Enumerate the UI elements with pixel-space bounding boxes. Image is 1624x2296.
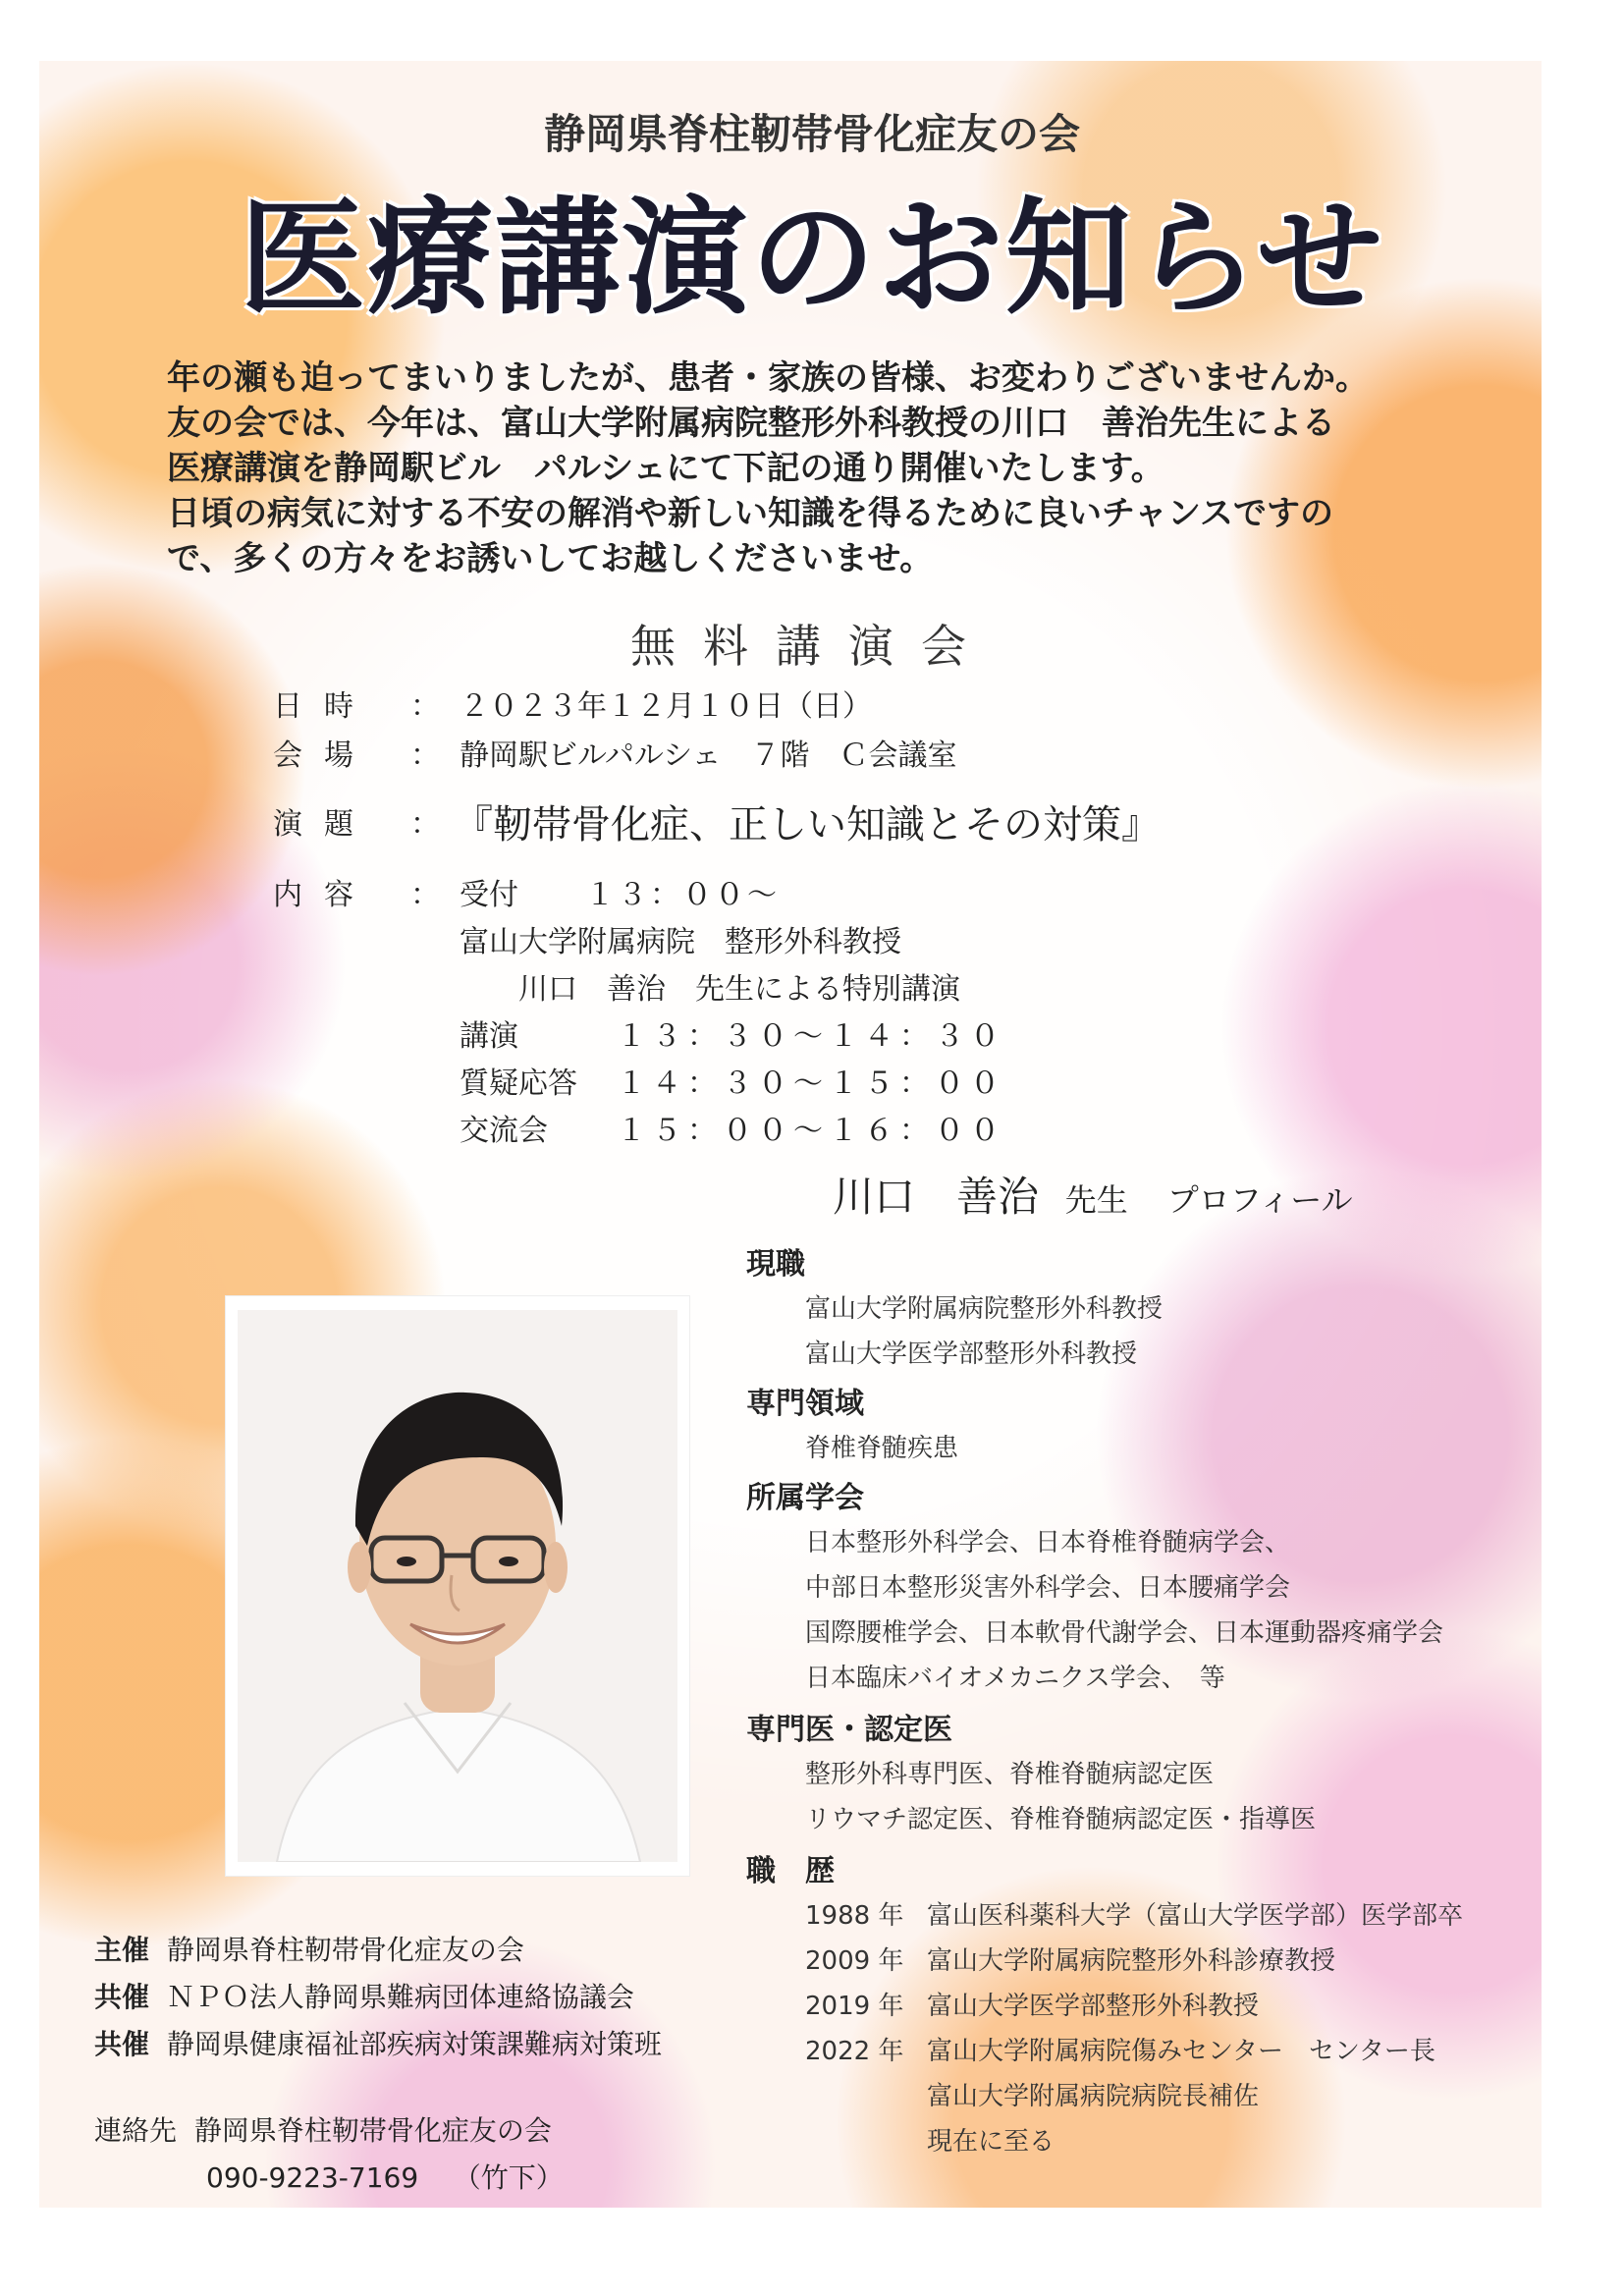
career-text: 富山大学附属病院病院長補佐: [927, 2082, 1260, 2111]
venue-value: 静岡駅ビルパルシェ ７階 Ｃ会議室: [460, 738, 957, 773]
profile-heading: [833, 1165, 1353, 1224]
event-theme-row: [273, 793, 1255, 847]
intro-text: [167, 355, 1369, 581]
event-heading: 無料講演会: [630, 620, 994, 673]
certifications-title: 専門医・認定医: [746, 1713, 952, 1747]
content-label: 内容: [273, 878, 375, 912]
event-venue-row: [273, 731, 1058, 773]
intro-line: 医療講演を静岡駅ビル パルシェにて下記の通り開催いたします。: [167, 449, 1164, 488]
contact-phone: 090-9223-7169: [206, 2161, 419, 2194]
contact-person: （竹下）: [453, 2161, 564, 2194]
venue-label: 会場: [273, 738, 375, 773]
contact-row: [94, 2109, 552, 2149]
profile-suffix: プロフィール: [1166, 1181, 1353, 1219]
organizer-row: [94, 1976, 634, 2015]
colon: ：: [410, 689, 440, 724]
page-title: 医療講演のお知らせ: [239, 186, 1385, 332]
colon: ：: [410, 807, 440, 842]
career-text: 富山医科薬科大学（富山大学医学部）医学部卒: [927, 1901, 1464, 1931]
society-item: 中部日本整形災害外科学会、日本腰痛学会: [805, 1573, 1291, 1603]
career-year: 2009 年: [805, 1946, 904, 1976]
profile-honorific: 先生: [1064, 1181, 1128, 1219]
organizer-name: ＮＰＯ法人静岡県難病団体連絡協議会: [166, 1981, 634, 2013]
reception-label: 受付: [460, 878, 518, 912]
date-value: ２０２３年１２月１０日（日）: [460, 689, 872, 724]
contact-phone-row: [206, 2157, 564, 2196]
intro-line: 日頃の病気に対する不安の解消や新しい知識を得るために良いチャンスですの: [167, 494, 1333, 533]
career-title: 職 歴: [746, 1854, 835, 1888]
contact-label: 連絡先: [94, 2114, 178, 2147]
lecturer-photo-frame: [226, 1296, 689, 1876]
lecturer-affiliation: 富山大学附属病院 整形外科教授: [460, 925, 901, 959]
societies-title: 所属学会: [746, 1481, 864, 1515]
intro-line: 友の会では、今年は、富山大学附属病院整形外科教授の川口 善治先生による: [167, 404, 1335, 443]
career-text: 現在に至る: [927, 2127, 1056, 2157]
schedule-row: [460, 1106, 1009, 1148]
schedule-time: １４：３０～１５：００: [617, 1066, 1005, 1101]
society-item: 日本整形外科学会、日本脊椎脊髄病学会、: [805, 1528, 1291, 1558]
schedule-label: 交流会: [460, 1114, 548, 1148]
profile-name: 川口 善治: [833, 1173, 1040, 1221]
organizer-role: 共催: [94, 2028, 150, 2060]
schedule-row: [460, 1011, 1009, 1054]
certification-item: リウマチ認定医、脊椎脊髄病認定医・指導医: [805, 1805, 1317, 1834]
career-year: 1988 年: [805, 1901, 904, 1931]
career-year: 2022 年: [805, 2037, 904, 2066]
current-position-title: 現職: [746, 1247, 805, 1282]
theme-value: 『靭帯骨化症、正しい知識とその対策』: [454, 802, 1161, 847]
specialty-item: 脊椎脊髄疾患: [805, 1434, 959, 1463]
colon: ：: [410, 738, 440, 773]
intro-line: で、多くの方々をお誘いしてお越しくださいませ。: [167, 539, 934, 578]
contact-org: 静岡県脊柱靭帯骨化症友の会: [193, 2114, 552, 2147]
lecturer-portrait-icon: [238, 1310, 677, 1862]
date-label: 日時: [273, 689, 375, 724]
organization-title: 静岡県脊柱靭帯骨化症友の会: [543, 110, 1080, 158]
current-position-item: 富山大学医学部整形外科教授: [805, 1339, 1138, 1369]
schedule-time: １３：３０～１４：３０: [617, 1019, 1005, 1054]
schedule-label: 質疑応答: [460, 1066, 577, 1101]
organizer-name: 静岡県健康福祉部疾病対策課難病対策班: [166, 2028, 662, 2060]
colon: ：: [410, 878, 440, 912]
intro-line: 年の瀬も迫ってまいりましたが、患者・家族の皆様、お変わりございませんか。: [167, 358, 1369, 398]
schedule-row: [460, 1059, 1009, 1101]
career-text: 富山大学附属病院傷みセンター センター長: [927, 2037, 1435, 2066]
current-position-item: 富山大学附属病院整形外科教授: [805, 1294, 1164, 1324]
society-item: 日本臨床バイオメカニクス学会、 等: [805, 1664, 1225, 1693]
lecturer-photo: [238, 1310, 677, 1862]
society-item: 国際腰椎学会、日本軟骨代謝学会、日本運動器疼痛学会: [805, 1618, 1444, 1648]
schedule-time: １５：００～１６：００: [617, 1114, 1005, 1148]
organizer-role: 主催: [94, 1934, 150, 1966]
theme-label: 演題: [273, 807, 375, 842]
event-content-row: [273, 870, 1058, 912]
event-date-row: [273, 682, 1058, 724]
specialty-title: 専門領域: [746, 1387, 864, 1421]
reception-time: １３：００～: [585, 878, 780, 912]
organizer-row: [94, 2023, 662, 2062]
lecturer-line: 川口 善治 先生による特別講演: [518, 972, 960, 1007]
schedule-label: 講演: [460, 1019, 518, 1054]
organizer-name: 静岡県脊柱靭帯骨化症友の会: [166, 1934, 524, 1966]
certification-item: 整形外科専門医、脊椎脊髄病認定医: [805, 1760, 1215, 1789]
organizer-role: 共催: [94, 1981, 150, 2013]
career-text: 富山大学附属病院整形外科診療教授: [927, 1946, 1336, 1976]
organizer-row: [94, 1929, 524, 1968]
career-year: 2019 年: [805, 1992, 904, 2021]
career-text: 富山大学医学部整形外科教授: [927, 1992, 1260, 2021]
